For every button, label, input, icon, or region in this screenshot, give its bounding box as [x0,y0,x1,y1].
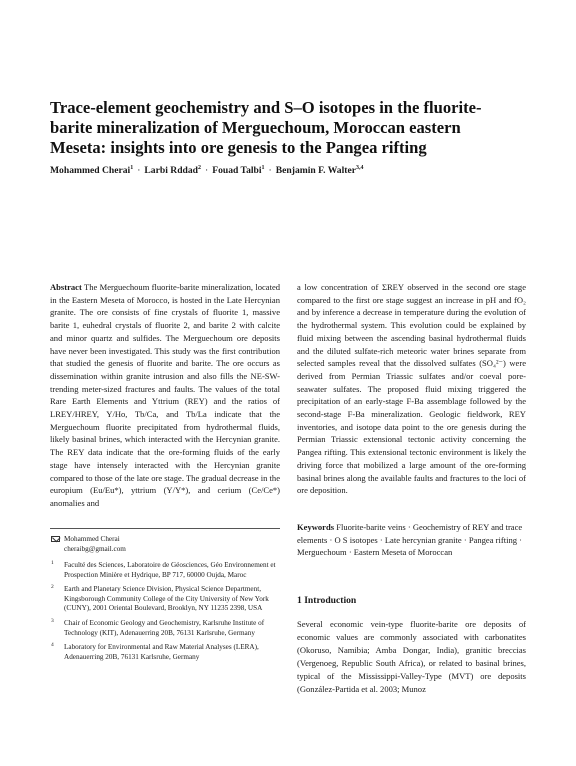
author-affiliation-mark: 1 [261,165,265,171]
affiliation-number: 1 [51,560,54,566]
affiliation-number: 2 [51,584,54,591]
affiliation-item [50,619,280,638]
contact-name: Mohammed Cherai [64,535,120,543]
keywords-text: Fluorite-barite veins · Geochemistry of REY and trace elements · O S isotopes · Late hercynian granite · Pangea rifting · Merguechoum · Eastern Meseta of Moroccan [297,522,523,558]
section-heading-introduction: 1 Introduction [297,595,357,606]
abstract-right-column [297,281,526,497]
affiliation-number: 4 [51,642,54,649]
keywords-label: Keywords [297,522,335,532]
contact-email[interactable]: cheraibg@gmail.com [64,544,126,553]
affiliation-list [50,561,280,667]
author-separator: · [205,165,209,177]
affiliation-text: Earth and Planetary Science Division, Physical Science Department, Kingsborough Community College of the City University of New York (CUNY), 2001 Oriental Boulevard, Brooklyn, NY 11235 2398, USA [64,585,269,613]
abstract-text-right: a low concentration of ΣREY observed in the second ore stage compared to the first ore stage suggest an increase in pH and fO₂ and by inference a decrease in temperature during the evolution of the hydrothermal system. This evolution could be explained by fluid mixing between the ascending basinal hydrothermal fluids and the diluted sulfate-rich meteoric water brines separate from selected samples reveal that the dissolved sulfates (SO₄²⁻) were derived from Permian Triassic sulfates and/or coeval pore-seawater sulfates. The proposed fluid mixing triggered the precipitation of an early-stage F-Ba assemblage followed by the second-stage F-Ba mineralization. Geologic fieldwork, REY inventories, and isotope data point to the ore genesis during the Permian Triassic extensional tectonic activity concerning the Pangea rifting. This extensional tectonic environment is likely the driving force that mobilized a large amount of the ore-forming basinal brines along the available faults and fractures to the loci of ore deposition. [297,282,526,496]
affiliation-number: 3 [51,617,54,624]
author-affiliation-mark: 3,4 [355,165,364,171]
author-separator: · [137,165,141,177]
author-name: Mohammed Cherai [50,165,131,177]
corresponding-author [50,535,280,554]
footnote-divider [50,528,280,529]
paper-title: Trace-element geochemistry and S–O isotopes in the fluorite-barite mineralization of Merguechoum, Moroccan eastern Meseta: insights into ore genesis to the Pangea rifting [50,98,482,157]
envelope-icon [51,536,60,542]
abstract-left-column [50,281,280,510]
abstract-label: Abstract [50,282,82,292]
affiliation-text: Chair of Economic Geology and Geochemistry, Karlsruhe Institute of Technology (KIT), Adenauerring 20B, 76131 Karlsruhe, Germany [64,618,265,637]
introduction-text: Several economic vein-type fluorite-barite ore deposits of economic values are commonly associated with carbonatites (Okoruso, Namibia; Amba Dongar, India), granitic breccias (Vergenoeg, Republic South Africa), or related to basinal brines, typical of the Mississippi-Valley-Type (MVT) ore deposits (González-Partida et al. 2003; Munoz [297,619,526,694]
author-affiliation-mark: 1 [130,165,134,171]
affiliation-text: Faculté des Sciences, Laboratoire de Géosciences, Géo Environnement et Prospection Minière et Hydrique, BP 717, 60000 Oujda, Maroc [64,561,276,579]
affiliation-text: Laboratory for Environmental and Raw Material Analyses (LERA), Adenauerring 20B, 76131 Karlsruhe, Germany [64,643,259,661]
affiliation-item [50,561,280,580]
author-separator: · [268,165,272,177]
affiliation-item [50,643,280,662]
author-name: Larbi Rddad [144,165,198,177]
affiliation-item [50,585,280,614]
abstract-text-left: The Merguechoum fluorite-barite mineralization, located in the Eastern Meseta of Morocco, is hosted in the Late Hercynian granite. The ore consists of fine crystals of fluorite 1, massive barite 1, euhedral crystals of fluorite 2, and barite 2 with calcite and minor quartz and sulfides. The Merguechoum ore deposits have never been investigated. This study was the first contribution that studied the genesis of fluorite and barite. The ore occurs as dissemination within granite intrusion and also fills the NE-SW-trending meter-sized fractures and faults. The values of the total Rare Earth Elements and Yttrium (REY) and the ratios of LREY/HREY, Y/Ho, Tb/Ca, and Tb/La indicate that the Merguechoum fluorite precipitated from hydrothermal fluids, likely basinal brines, which interacted with the Hercynian granite. The REY data indicate that the ore-forming fluids of the early stage have intensely interacted with the Hercynian granite compared to those of the late ore stage. The gradual decrease in the europium (Eu/Eu*), yttrium (Y/Y*), and cerium (Ce/Ce*) anomalies and [50,282,281,508]
author-affiliation-mark: 2 [198,165,201,171]
author-list [50,165,530,176]
author-name: Fouad Talbi [212,165,262,177]
keywords-block [297,521,526,559]
author-name: Benjamin F. Walter [275,165,356,177]
